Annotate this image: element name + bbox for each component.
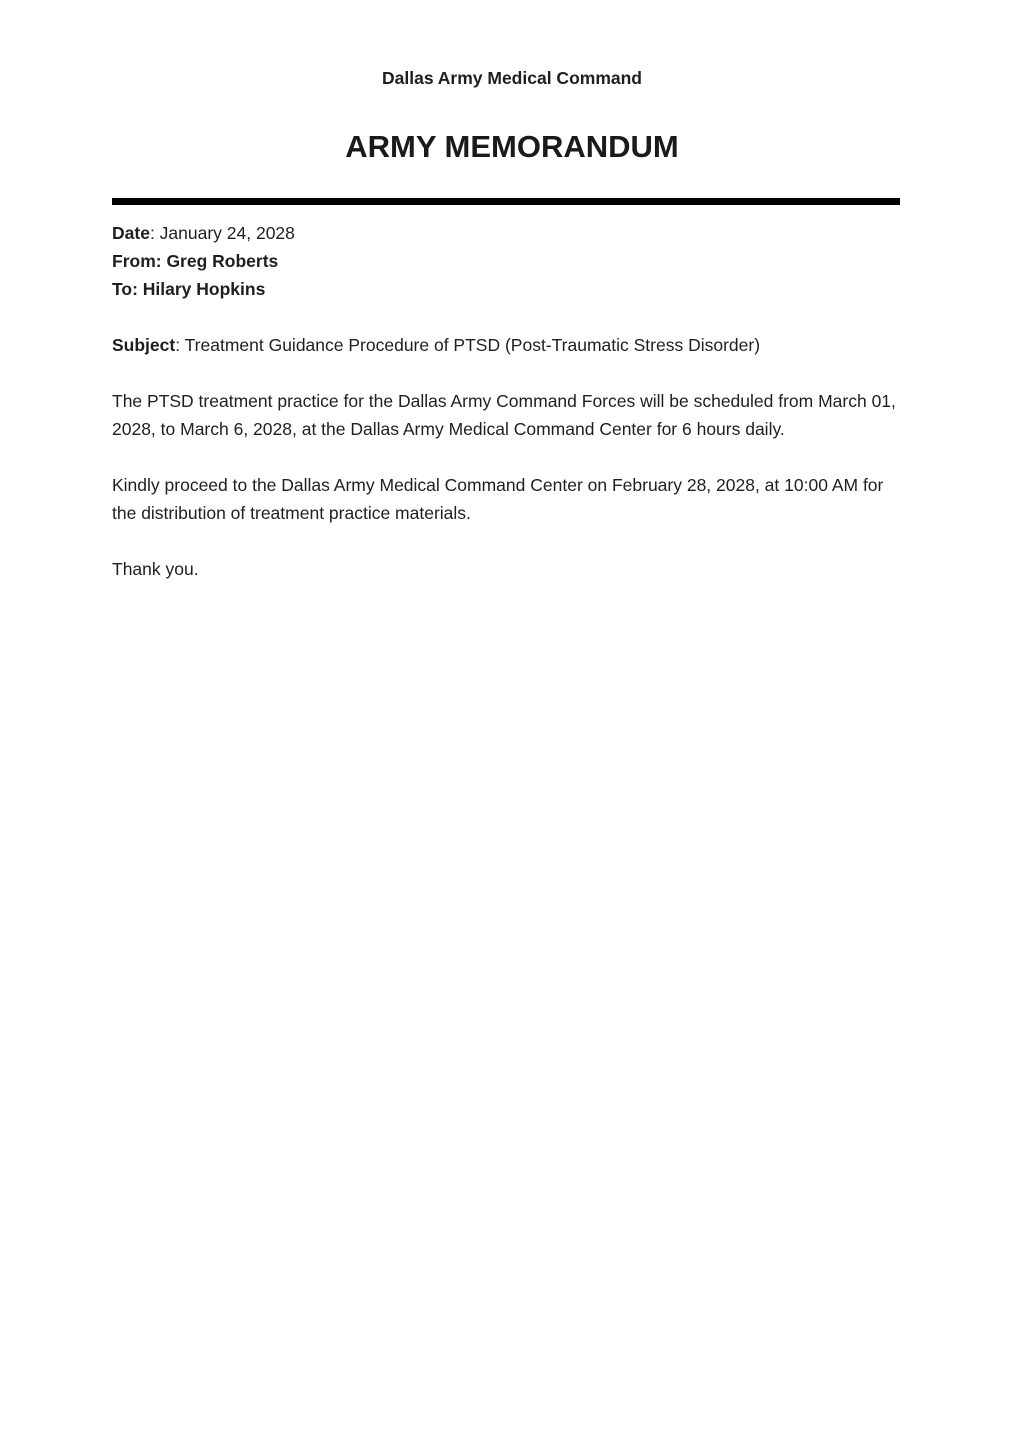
spacer [112, 443, 912, 471]
body-paragraph-1-line-2: 2028, to March 6, 2028, at the Dallas Army Medical Command Center for 6 hours daily. [112, 419, 785, 439]
memo-content [112, 219, 912, 583]
body-paragraph-2 [112, 471, 912, 527]
memo-title: ARMY MEMORANDUM [345, 129, 679, 164]
subject-line [112, 331, 912, 359]
subject-value: : Treatment Guidance Procedure of PTSD (Post-Traumatic Stress Disorder) [175, 335, 761, 355]
body-paragraph-1-line-1: The PTSD treatment practice for the Dallas Army Command Forces will be scheduled from March 01, [112, 391, 896, 411]
body-paragraph-2-line-1: Kindly proceed to the Dallas Army Medical Command Center on February 28, 2028, at 10:00 AM for [112, 475, 884, 495]
date-line [112, 219, 912, 247]
date-label: Date [112, 223, 150, 243]
title-divider [112, 198, 900, 205]
to-line: To: Hilary Hopkins [112, 279, 266, 299]
spacer [112, 527, 912, 555]
from-line: From: Greg Roberts [112, 251, 279, 271]
date-value: : January 24, 2028 [149, 223, 295, 243]
subject-label: Subject [112, 335, 176, 355]
organization-name: Dallas Army Medical Command [382, 68, 642, 88]
spacer [112, 303, 912, 331]
closing-text: Thank you. [112, 559, 199, 579]
body-paragraph-1 [112, 387, 912, 443]
spacer [112, 359, 912, 387]
body-paragraph-2-line-2: the distribution of treatment practice materials. [112, 503, 471, 523]
